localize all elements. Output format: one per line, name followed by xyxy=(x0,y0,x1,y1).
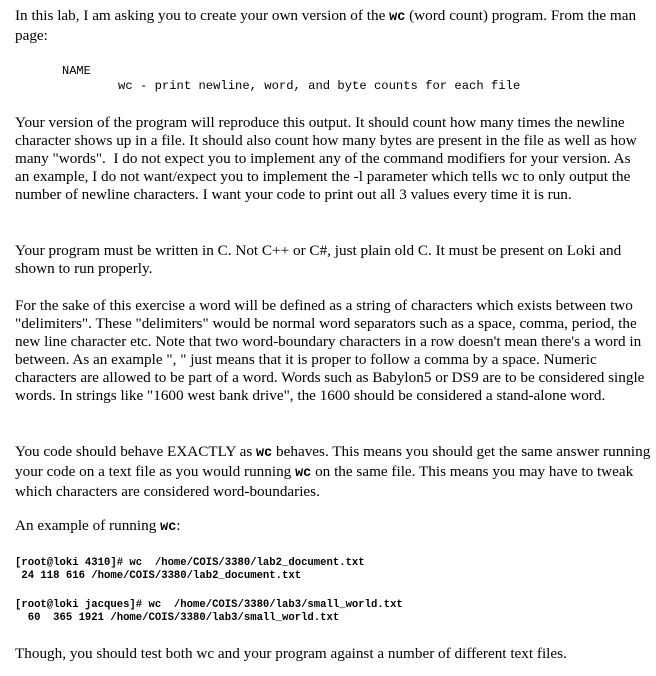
wc-command-keyword: wc xyxy=(389,10,406,25)
wc-command-keyword: wc xyxy=(295,466,312,482)
behavior-text-2: behaves. This means you should get the same answer running your code on a text file as you would running xyxy=(15,443,655,481)
behavior-text-1: You code should behave EXACTLY as xyxy=(15,443,257,460)
intro-text-after: (word count) program. From the man page: xyxy=(15,7,640,45)
terminal-output-line: 60 365 1921 /home/COIS/3380/lab3/small_world.txt xyxy=(15,612,340,624)
terminal-prompt-line: [root@loki 4310]# wc /home/COIS/3380/lab2_document.txt xyxy=(15,557,365,569)
wc-command-keyword: wc xyxy=(256,446,273,461)
intro-text-before: In this lab, I am asking you to create your own version of the xyxy=(15,7,390,24)
wc-command-keyword: wc xyxy=(160,520,177,535)
example-intro xyxy=(15,517,647,537)
example-intro-text: An example of running xyxy=(15,517,161,534)
intro-paragraph xyxy=(15,7,647,45)
manpage-description: wc - print newline, word, and byte counts for each file xyxy=(118,79,521,93)
closing-paragraph: Though, you should test both wc and your program against a number of different text files. xyxy=(15,645,567,662)
terminal-prompt-line: [root@loki jacques]# wc /home/COIS/3380/lab3/small_world.txt xyxy=(15,599,403,611)
manpage-heading: NAME xyxy=(62,64,91,78)
language-paragraph: Your program must be written in C. Not C++ or C#, just plain old C. It must be present on Loki and shown to run properly. xyxy=(15,242,625,278)
word-definition-paragraph: For the sake of this exercise a word will be defined as a string of characters which exists between two "delimiters". These "delimiters" would be normal word separators such as a space, comma, period, the new line character etc. Note that two word-boundary characters in a row doesn't mean there's a word in between. As an example ", " just means that it is proper to follow a comma by a space. Numeric characters are allowed to be part of a word. Words such as Babylon5 or DS9 are to be considered single words. In strings like "1600 west bank drive", the 1600 should be considered a stand-alone word. xyxy=(15,297,649,405)
terminal-output-line: 24 118 616 /home/COIS/3380/lab2_document.txt xyxy=(15,570,302,582)
behavior-text-3: on the same file. This means you may have to tweak which characters are considered word-boundaries. xyxy=(15,463,638,501)
requirements-paragraph: Your version of the program will reproduce this output. It should count how many times the newline character shows up in a file. It should also count how many bytes are present in the file as well as how many "words". I do not expect you to implement any of the command modifiers for your version. As an example, I do not want/expect you to implement the -l parameter which tells wc to only output the number of newline characters. I want your code to print out all 3 values every time it is run. xyxy=(15,114,641,204)
example-intro-suffix: : xyxy=(176,517,181,534)
behavior-paragraph xyxy=(15,443,655,501)
